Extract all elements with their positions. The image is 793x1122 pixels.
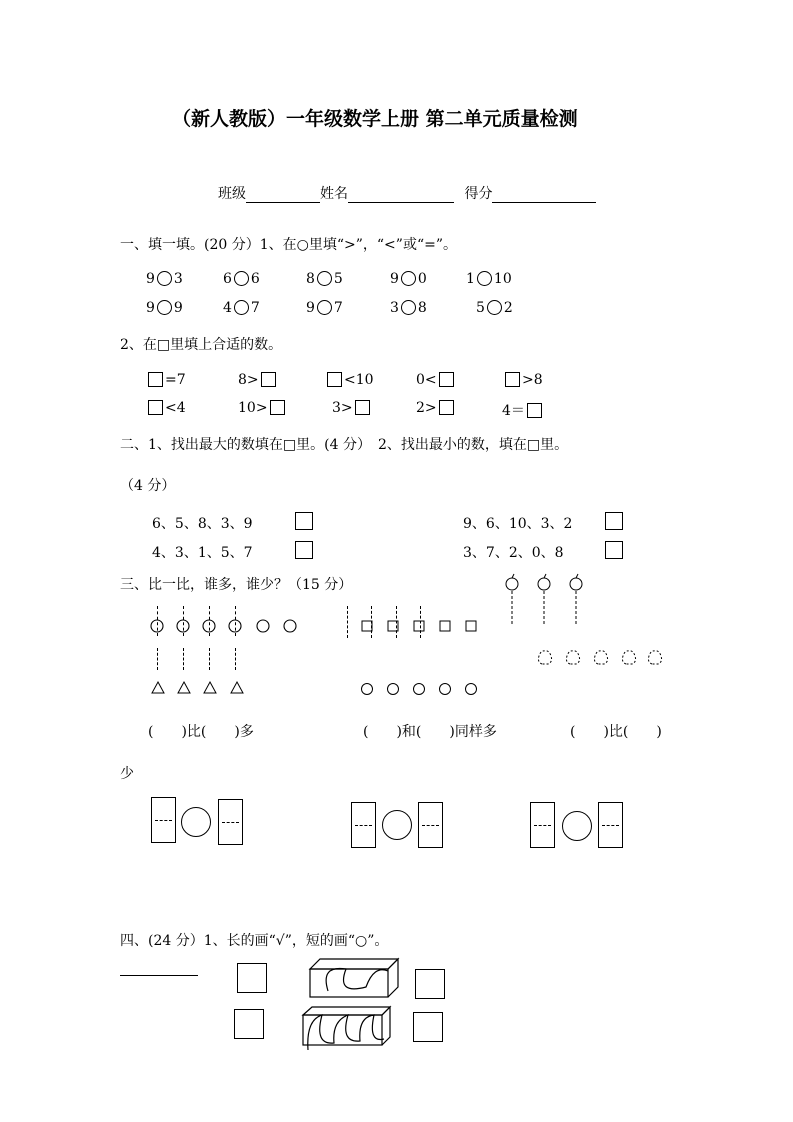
- dashed-line: [183, 648, 184, 670]
- compare-item: 5 2: [476, 300, 513, 316]
- answer-circle[interactable]: [157, 271, 172, 286]
- compare-circle[interactable]: [382, 810, 412, 840]
- answer-circle[interactable]: [317, 300, 332, 315]
- fill-item: >8: [503, 372, 543, 388]
- answer-box[interactable]: [148, 372, 163, 387]
- compare-sentence-2: ( )和( )同样多: [363, 724, 497, 740]
- answer-circle[interactable]: [317, 271, 332, 286]
- answer-box[interactable]: [270, 400, 285, 415]
- dashed-line: [347, 606, 348, 638]
- number-card[interactable]: [351, 802, 376, 848]
- number-list: 6、5、8、3、9: [152, 516, 253, 532]
- fill-item: 4＝: [502, 400, 544, 420]
- name-label: 姓名: [320, 186, 348, 202]
- fill-item: 8>: [238, 372, 278, 388]
- section2-points: （4 分）: [120, 478, 176, 494]
- section3-heading: 三、比一比，谁多，谁少？（15 分）: [120, 577, 353, 593]
- compare-circle[interactable]: [562, 811, 592, 841]
- circles-row: [150, 618, 310, 634]
- score-label: 得分: [464, 186, 493, 202]
- compare-item: 6 6: [223, 271, 260, 287]
- info-line: [218, 183, 596, 203]
- compare-sentence-3: ( )比( ): [570, 724, 662, 740]
- class-field[interactable]: [246, 186, 320, 203]
- answer-box[interactable]: [413, 1012, 443, 1042]
- number-card[interactable]: [418, 802, 443, 848]
- fill-item: 10>: [238, 400, 287, 416]
- fill-item: 0<: [416, 372, 456, 388]
- answer-circle[interactable]: [477, 271, 492, 286]
- dashed-line: [209, 648, 210, 670]
- blocks-drawing: [300, 955, 405, 1055]
- answer-circle[interactable]: [157, 300, 172, 315]
- answer-box[interactable]: [415, 969, 445, 999]
- answer-box[interactable]: [148, 400, 163, 415]
- compare-item: 4 7: [223, 300, 260, 316]
- section1-q2: 2、在□里填上合适的数。: [120, 337, 283, 353]
- compare-item: 8 5: [306, 271, 343, 287]
- answer-box[interactable]: [261, 372, 276, 387]
- answer-circle[interactable]: [234, 300, 249, 315]
- line-segment: [120, 975, 198, 976]
- number-list: 9、6、10、3、2: [463, 516, 573, 532]
- compare-item: 1 10: [466, 271, 512, 287]
- fill-item: =7: [146, 372, 186, 388]
- answer-circle[interactable]: [401, 271, 416, 286]
- answer-box[interactable]: [605, 512, 623, 530]
- fill-item: <10: [325, 372, 374, 388]
- answer-box[interactable]: [234, 1009, 264, 1039]
- triangles-row: [150, 680, 260, 696]
- compare-circle[interactable]: [181, 807, 211, 837]
- page-title: （新人教版）一年级数学上册 第二单元质量检测: [172, 108, 578, 130]
- answer-circle[interactable]: [487, 300, 502, 315]
- answer-circle[interactable]: [401, 300, 416, 315]
- compare-item: 9 7: [306, 300, 343, 316]
- number-card[interactable]: [598, 802, 623, 848]
- compare-sentence-1: ( )比( )多: [148, 724, 254, 740]
- number-list: 3、7、2、0、8: [463, 545, 564, 561]
- dashed-line: [235, 648, 236, 670]
- answer-box[interactable]: [439, 372, 454, 387]
- fill-item: <4: [146, 400, 186, 416]
- compare-item: 9 0: [390, 271, 427, 287]
- number-list: 4、3、1、5、7: [152, 545, 253, 561]
- number-card[interactable]: [218, 799, 243, 845]
- class-label: 班级: [218, 186, 246, 202]
- answer-box[interactable]: [327, 372, 342, 387]
- compare-row-1: 9 3: [146, 271, 183, 287]
- compare-item: 9 9: [146, 300, 183, 316]
- apples-pears: [500, 574, 680, 684]
- score-field[interactable]: [492, 186, 596, 203]
- answer-box[interactable]: [237, 963, 267, 993]
- section1-heading: 一、填一填。(20 分）1、在○里填“>”，“<”或“=”。: [120, 237, 457, 253]
- answer-box[interactable]: [439, 400, 454, 415]
- section2-heading: 二、1、找出最大的数填在□里。(4 分） 2、找出最小的数，填在□里。: [120, 437, 569, 453]
- answer-box[interactable]: [295, 512, 313, 530]
- number-card[interactable]: [530, 802, 555, 848]
- name-field[interactable]: [348, 186, 454, 203]
- circles-row-2: [358, 681, 488, 697]
- section4-heading: 四、(24 分）1、长的画“√”，短的画“○”。: [120, 933, 389, 949]
- answer-box[interactable]: [605, 541, 623, 559]
- answer-box[interactable]: [505, 372, 520, 387]
- number-card[interactable]: [151, 797, 176, 843]
- answer-box[interactable]: [355, 400, 370, 415]
- squares-row: [360, 619, 490, 633]
- answer-circle[interactable]: [234, 271, 249, 286]
- fill-item: 3>: [332, 400, 372, 416]
- answer-box[interactable]: [295, 541, 313, 559]
- dashed-line: [157, 648, 158, 670]
- compare-item: 3 8: [390, 300, 427, 316]
- compare-sentence-3-end: 少: [120, 766, 134, 782]
- answer-box[interactable]: [527, 403, 542, 418]
- fill-item: 2>: [416, 400, 456, 416]
